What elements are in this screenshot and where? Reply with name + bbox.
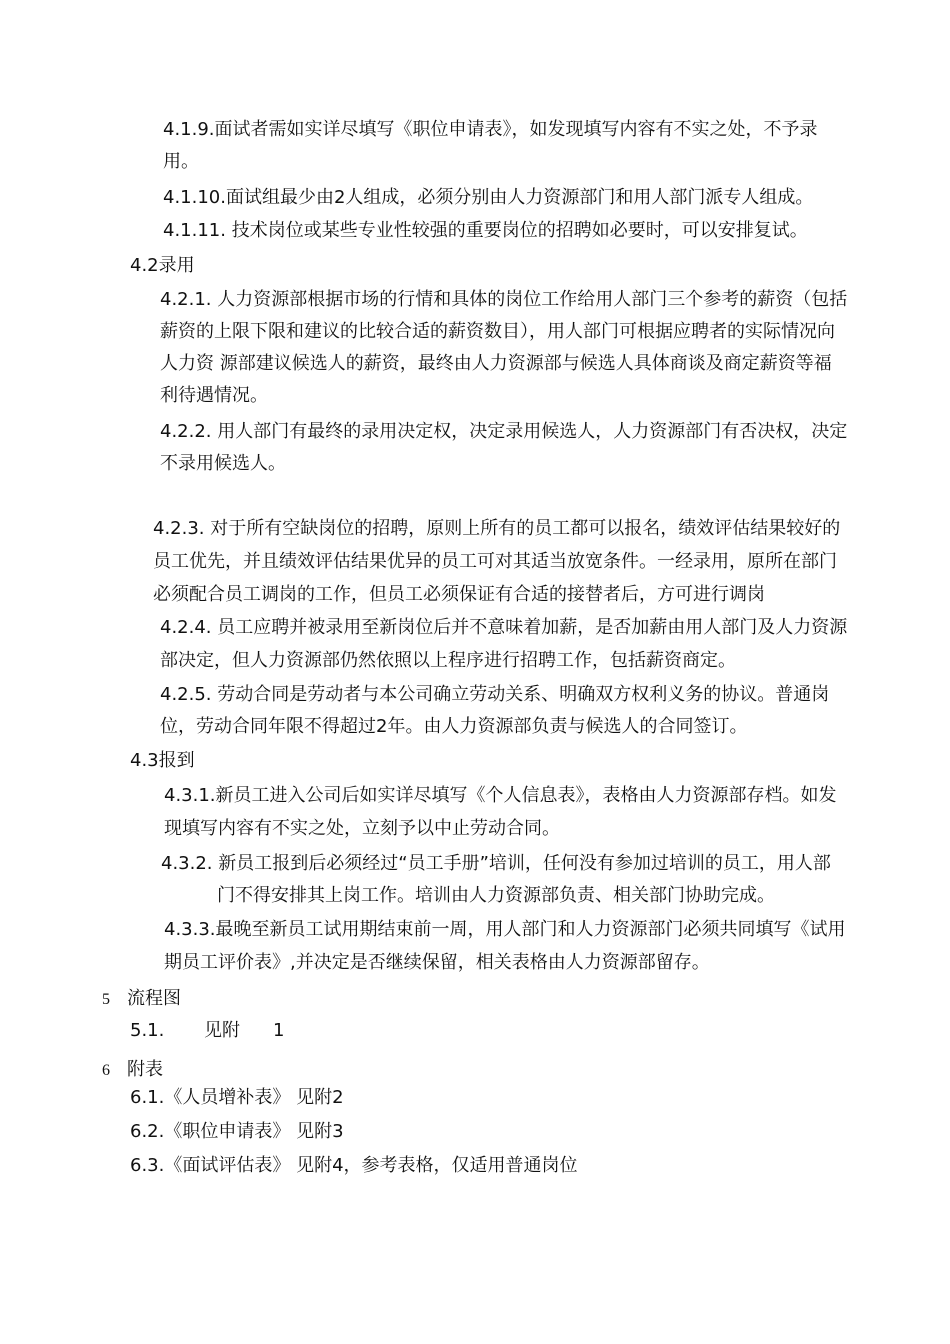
appendix-6-3: 6.3.《面试评估表》 见附4，参考表格，仅适用普通岗位 xyxy=(130,1155,578,1176)
section-4-3-heading: 4.3报到 xyxy=(130,750,195,771)
clause-5-1-number: 5.1. xyxy=(130,1020,165,1041)
clause-4-3-3-line-2: 期员工评价表》,并决定是否继续保留，相关表格由人力资源部留存。 xyxy=(164,952,710,973)
clause-4-3-1-line-2: 现填写内容有不实之处，立刻予以中止劳动合同。 xyxy=(164,818,560,839)
clause-4-2-5-line-2: 位，劳动合同年限不得超过2年。由人力资源部负责与候选人的合同签订。 xyxy=(160,716,748,737)
clause-4-2-1-line-1: 4.2.1. 人力资源部根据市场的行情和具体的岗位工作给用人部门三个参考的薪资（包括 xyxy=(160,289,848,310)
clause-5-1-attachment-number: 1 xyxy=(273,1020,285,1041)
clause-4-3-3-line-1: 4.3.3.最晚至新员工试用期结束前一周，用人部门和人力资源部门必须共同填写《试用 xyxy=(164,919,846,940)
clause-4-3-2-line-2: 门不得安排其上岗工作。培训由人力资源部负责、相关部门协助完成。 xyxy=(217,885,775,906)
section-6-heading: 附表 xyxy=(127,1059,163,1080)
clause-4-2-2-line-1: 4.2.2. 用人部门有最终的录用决定权，决定录用候选人，人力资源部门有否决权，决定 xyxy=(160,421,848,442)
clause-4-2-3-line-1: 4.2.3. 对于所有空缺岗位的招聘，原则上所有的员工都可以报名，绩效评估结果较好的 xyxy=(153,518,841,539)
clause-4-1-9-line-1: 4.1.9.面试者需如实详尽填写《职位申请表》，如发现填写内容有不实之处，不予录 xyxy=(163,119,818,140)
section-6-number: 6 xyxy=(102,1062,110,1079)
clause-4-1-10: 4.1.10.面试组最少由2人组成，必须分别由人力资源部门和用人部门派专人组成。 xyxy=(163,187,814,208)
clause-4-2-1-line-4: 利待遇情况。 xyxy=(160,385,268,406)
clause-4-2-3-line-3: 必须配合员工调岗的工作，但员工必须保证有合适的接替者后，方可进行调岗 xyxy=(153,584,765,605)
clause-4-2-2-line-2: 不录用候选人。 xyxy=(160,453,286,474)
section-5-number: 5 xyxy=(102,991,110,1008)
section-5-heading: 流程图 xyxy=(127,988,181,1009)
clause-4-2-1-line-3: 人力资 源部建议候选人的薪资，最终由人力资源部与候选人具体商谈及商定薪资等福 xyxy=(160,353,832,374)
clause-4-2-1-line-2: 薪资的上限下限和建议的比较合适的薪资数目），用人部门可根据应聘者的实际情况向 xyxy=(160,321,835,342)
clause-4-1-11: 4.1.11. 技术岗位或某些专业性较强的重要岗位的招聘如必要时，可以安排复试。 xyxy=(163,220,808,241)
clause-5-1-text: 见附 xyxy=(204,1020,240,1041)
appendix-6-1: 6.1.《人员增补表》 见附2 xyxy=(130,1087,344,1108)
clause-4-2-3-line-2: 员工优先，并且绩效评估结果优异的员工可对其适当放宽条件。一经录用，原所在部门 xyxy=(153,551,837,572)
clause-4-3-1-line-1: 4.3.1.新员工进入公司后如实详尽填写《个人信息表》，表格由人力资源部存档。如发 xyxy=(164,785,837,806)
section-4-2-heading: 4.2录用 xyxy=(130,255,195,276)
clause-4-1-9-line-2: 用。 xyxy=(163,151,199,172)
clause-4-2-4-line-1: 4.2.4. 员工应聘并被录用至新岗位后并不意味着加薪，是否加薪由用人部门及人力资源 xyxy=(160,617,848,638)
appendix-6-2: 6.2.《职位申请表》 见附3 xyxy=(130,1121,344,1142)
clause-4-3-2-line-1: 4.3.2. 新员工报到后必须经过“员工手册”培训，任何没有参加过培训的员工，用人部 xyxy=(161,853,831,874)
clause-4-2-4-line-2: 部决定，但人力资源部仍然依照以上程序进行招聘工作，包括薪资商定。 xyxy=(160,650,736,671)
clause-4-2-5-line-1: 4.2.5. 劳动合同是劳动者与本公司确立劳动关系、明确双方权利义务的协议。普通岗 xyxy=(160,684,830,705)
